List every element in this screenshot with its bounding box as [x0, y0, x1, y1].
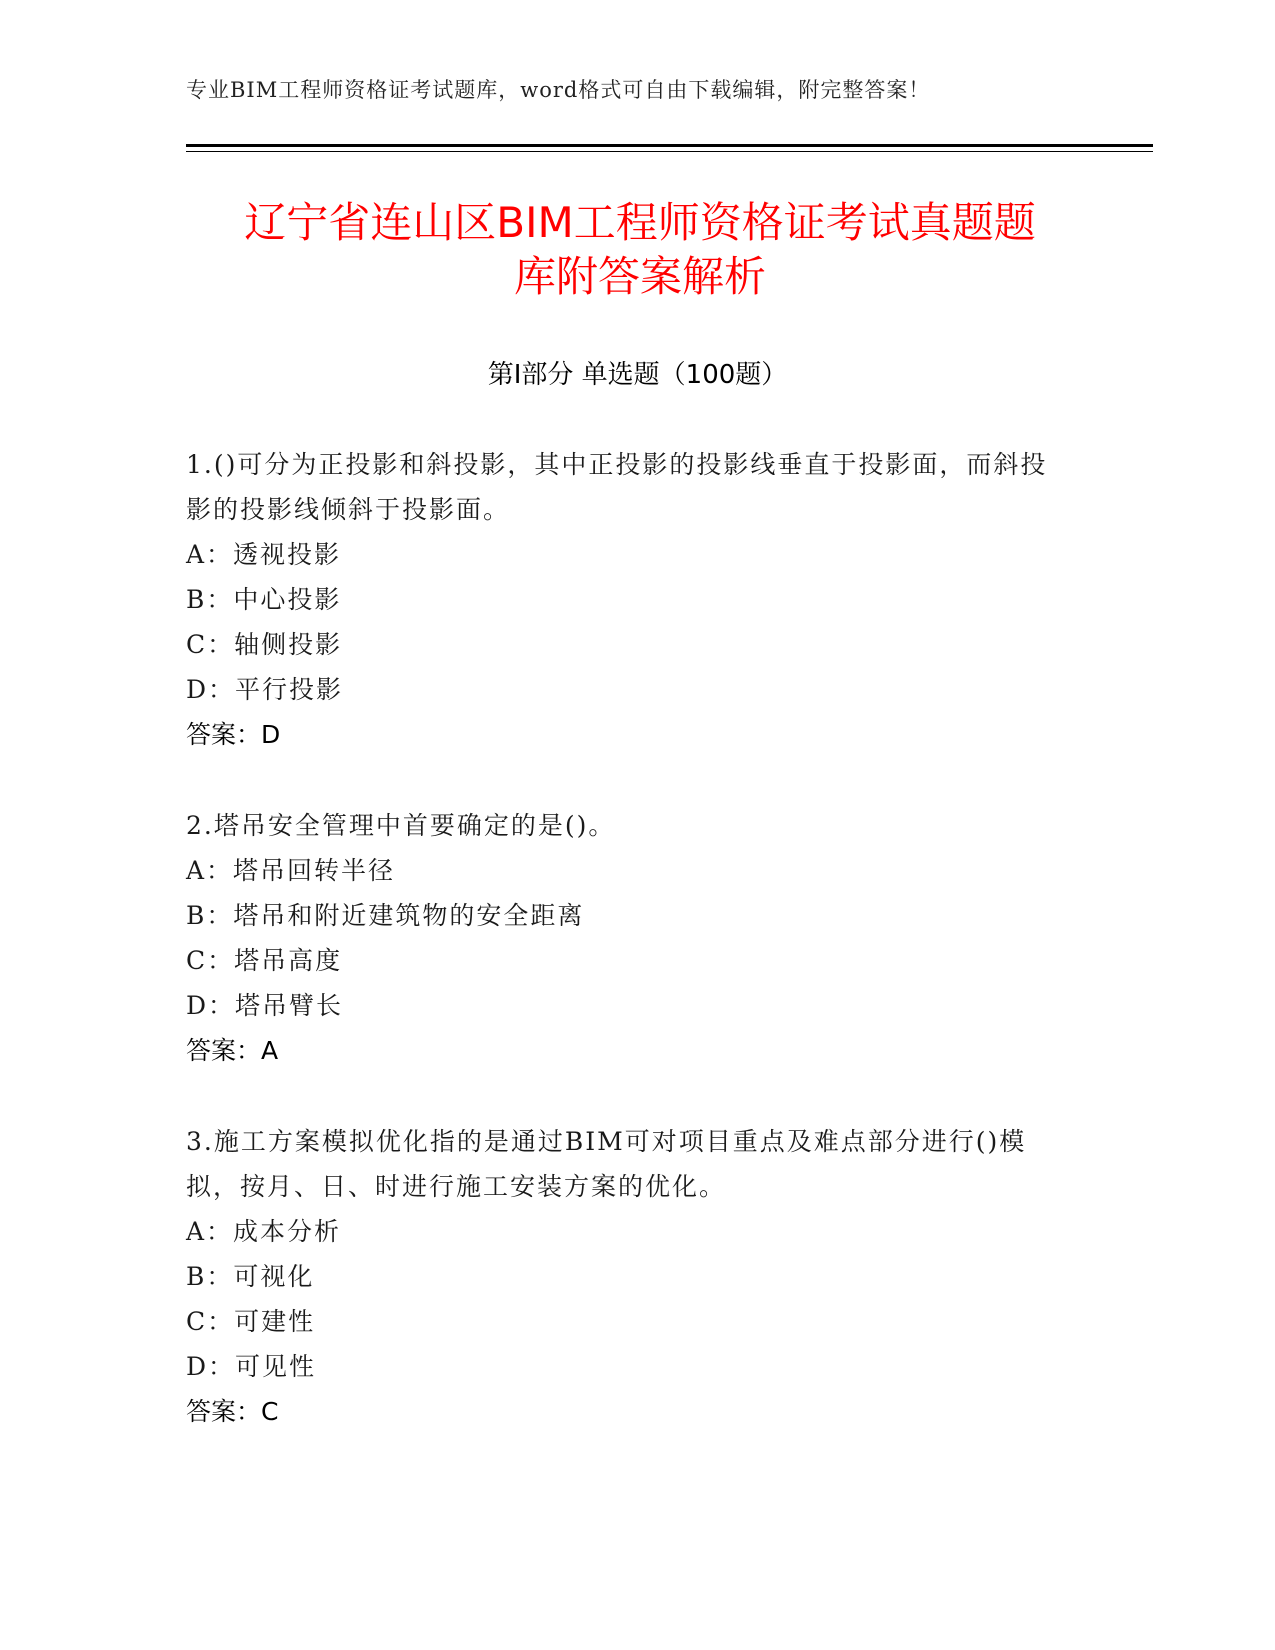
- header-rule-thin: [186, 151, 1153, 152]
- document-title-line-1: 辽宁省连山区BIM工程师资格证考试真题题: [244, 198, 1036, 247]
- option-c: C：可建性: [186, 1307, 316, 1336]
- section-title: 第Ⅰ部分 单选题（100题）: [487, 360, 788, 390]
- option-c: C：轴侧投影: [186, 630, 343, 659]
- question-2: [186, 803, 1066, 1073]
- question-1: [186, 442, 1066, 757]
- header-note: 专业BIM工程师资格证考试题库，word格式可自由下载编辑，附完整答案！: [186, 78, 931, 102]
- header-rule-thick: [186, 144, 1153, 147]
- question-list: [186, 442, 1066, 1480]
- answer: 答案：D: [186, 720, 281, 749]
- question-text: 2.塔吊安全管理中首要确定的是()。: [186, 811, 616, 840]
- option-d: D：塔吊臂长: [186, 991, 344, 1020]
- question-text: 1.()可分为正投影和斜投影，其中正投影的投影线垂直于投影面，而斜投影的投影线倾斜于投影面。: [186, 450, 1048, 524]
- option-b: B：中心投影: [186, 585, 342, 614]
- option-d: D：可见性: [186, 1352, 317, 1381]
- answer: 答案：C: [186, 1397, 279, 1426]
- option-b: B：塔吊和附近建筑物的安全距离: [186, 901, 585, 930]
- option-a: A：成本分析: [186, 1217, 342, 1246]
- option-d: D：平行投影: [186, 675, 344, 704]
- option-a: A：塔吊回转半径: [186, 856, 396, 885]
- question-3: [186, 1119, 1066, 1434]
- option-b: B：可视化: [186, 1262, 315, 1291]
- option-a: A：透视投影: [186, 540, 342, 569]
- document-title: [160, 196, 1120, 304]
- option-c: C：塔吊高度: [186, 946, 343, 975]
- document-title-line-2: 库附答案解析: [513, 252, 766, 301]
- question-text: 3.施工方案模拟优化指的是通过BIM可对项目重点及难点部分进行()模拟，按月、日、时进行施工安装方案的优化。: [186, 1127, 1027, 1201]
- answer: 答案：A: [186, 1036, 279, 1065]
